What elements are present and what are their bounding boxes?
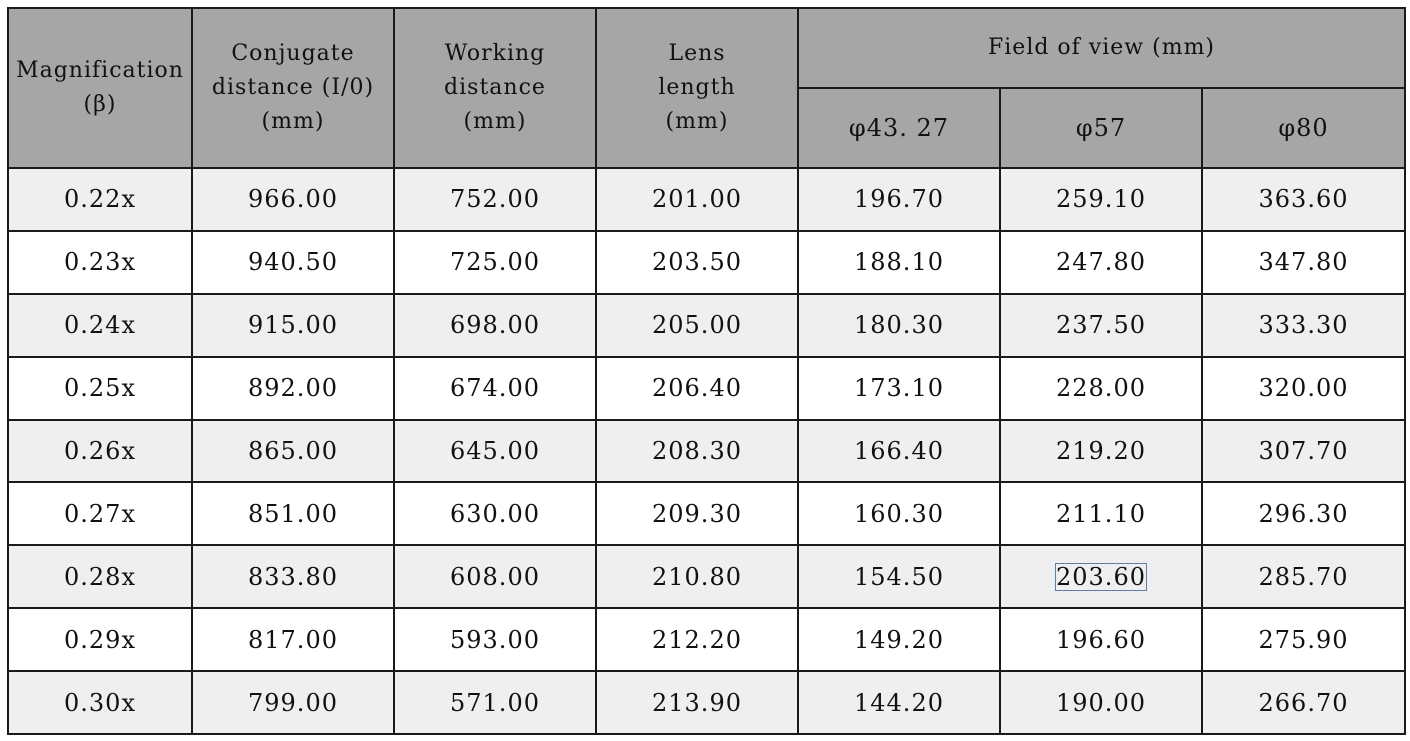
header-working-line1: Working bbox=[444, 41, 546, 66]
header-magnification-line1: Magnification bbox=[16, 58, 184, 83]
cell-fov-80: 296.30 bbox=[1202, 482, 1405, 545]
cell-magnification: 0.25x bbox=[8, 357, 192, 420]
cell-magnification: 0.26x bbox=[8, 420, 192, 483]
cell-magnification: 0.22x bbox=[8, 168, 192, 231]
cell-working: 752.00 bbox=[394, 168, 596, 231]
cell-fov-43: 154.50 bbox=[798, 545, 1000, 608]
header-conjugate-distance bbox=[192, 8, 394, 168]
header-lens-line1: Lens bbox=[668, 41, 726, 66]
cell-lens-length: 212.20 bbox=[596, 608, 798, 671]
header-working-line2: distance bbox=[444, 75, 546, 100]
cell-conjugate: 915.00 bbox=[192, 294, 394, 357]
cell-conjugate: 940.50 bbox=[192, 231, 394, 294]
cell-fov-57: 211.10 bbox=[1000, 482, 1202, 545]
cell-fov-43: 166.40 bbox=[798, 420, 1000, 483]
header-conjugate-line1: Conjugate bbox=[231, 41, 355, 66]
table-body bbox=[8, 168, 1405, 734]
cell-fov-57: 196.60 bbox=[1000, 608, 1202, 671]
header-working-distance bbox=[394, 8, 596, 168]
table-row bbox=[8, 482, 1405, 545]
cell-conjugate: 833.80 bbox=[192, 545, 394, 608]
cell-fov-57: 190.00 bbox=[1000, 671, 1202, 734]
table-row bbox=[8, 671, 1405, 734]
cell-working: 630.00 bbox=[394, 482, 596, 545]
cell-lens-length: 210.80 bbox=[596, 545, 798, 608]
cell-fov-57: 259.10 bbox=[1000, 168, 1202, 231]
cell-fov-57 bbox=[1000, 545, 1202, 608]
cell-lens-length: 201.00 bbox=[596, 168, 798, 231]
lens-spec-table-container bbox=[7, 7, 1404, 735]
cell-magnification: 0.28x bbox=[8, 545, 192, 608]
cell-fov-43: 180.30 bbox=[798, 294, 1000, 357]
header-lens-length bbox=[596, 8, 798, 168]
cell-working: 593.00 bbox=[394, 608, 596, 671]
table-row bbox=[8, 231, 1405, 294]
table-row bbox=[8, 294, 1405, 357]
cell-magnification: 0.24x bbox=[8, 294, 192, 357]
cell-fov-80: 307.70 bbox=[1202, 420, 1405, 483]
cell-conjugate: 966.00 bbox=[192, 168, 394, 231]
cell-conjugate: 799.00 bbox=[192, 671, 394, 734]
table-row bbox=[8, 545, 1405, 608]
table-row bbox=[8, 168, 1405, 231]
cell-fov-43: 173.10 bbox=[798, 357, 1000, 420]
cell-lens-length: 209.30 bbox=[596, 482, 798, 545]
header-lens-line3: (mm) bbox=[665, 109, 729, 134]
cell-conjugate: 865.00 bbox=[192, 420, 394, 483]
cell-fov-80: 347.80 bbox=[1202, 231, 1405, 294]
cell-conjugate: 892.00 bbox=[192, 357, 394, 420]
cell-conjugate: 817.00 bbox=[192, 608, 394, 671]
cell-working: 674.00 bbox=[394, 357, 596, 420]
cell-magnification: 0.27x bbox=[8, 482, 192, 545]
cell-fov-80: 320.00 bbox=[1202, 357, 1405, 420]
cell-fov-43: 196.70 bbox=[798, 168, 1000, 231]
cell-working: 571.00 bbox=[394, 671, 596, 734]
selected-cell-value[interactable]: 203.60 bbox=[1056, 562, 1146, 591]
cell-fov-80: 363.60 bbox=[1202, 168, 1405, 231]
header-fov-80: φ80 bbox=[1202, 88, 1405, 168]
cell-fov-57: 237.50 bbox=[1000, 294, 1202, 357]
cell-fov-43: 149.20 bbox=[798, 608, 1000, 671]
cell-fov-80: 266.70 bbox=[1202, 671, 1405, 734]
cell-lens-length: 203.50 bbox=[596, 231, 798, 294]
header-conjugate-line2: distance (I/0) bbox=[211, 75, 375, 100]
header-fov-57: φ57 bbox=[1000, 88, 1202, 168]
cell-magnification: 0.23x bbox=[8, 231, 192, 294]
cell-magnification: 0.30x bbox=[8, 671, 192, 734]
header-magnification bbox=[8, 8, 192, 168]
cell-working: 645.00 bbox=[394, 420, 596, 483]
cell-fov-57: 228.00 bbox=[1000, 357, 1202, 420]
header-magnification-line2: (β) bbox=[83, 92, 117, 117]
header-conjugate-line3: (mm) bbox=[261, 109, 325, 134]
lens-spec-table bbox=[7, 7, 1406, 735]
cell-lens-length: 206.40 bbox=[596, 357, 798, 420]
cell-fov-80: 285.70 bbox=[1202, 545, 1405, 608]
table-row bbox=[8, 357, 1405, 420]
cell-fov-43: 144.20 bbox=[798, 671, 1000, 734]
cell-working: 698.00 bbox=[394, 294, 596, 357]
header-lens-line2: length bbox=[658, 75, 736, 100]
cell-lens-length: 205.00 bbox=[596, 294, 798, 357]
cell-working: 608.00 bbox=[394, 545, 596, 608]
cell-fov-57: 219.20 bbox=[1000, 420, 1202, 483]
table-row bbox=[8, 420, 1405, 483]
cell-conjugate: 851.00 bbox=[192, 482, 394, 545]
cell-fov-80: 275.90 bbox=[1202, 608, 1405, 671]
cell-fov-57: 247.80 bbox=[1000, 231, 1202, 294]
cell-fov-43: 188.10 bbox=[798, 231, 1000, 294]
table-row bbox=[8, 608, 1405, 671]
table-header bbox=[8, 8, 1405, 168]
cell-fov-80: 333.30 bbox=[1202, 294, 1405, 357]
header-field-of-view: Field of view (mm) bbox=[798, 8, 1405, 88]
header-working-line3: (mm) bbox=[463, 109, 527, 134]
cell-lens-length: 213.90 bbox=[596, 671, 798, 734]
cell-magnification: 0.29x bbox=[8, 608, 192, 671]
cell-lens-length: 208.30 bbox=[596, 420, 798, 483]
cell-fov-43: 160.30 bbox=[798, 482, 1000, 545]
header-fov-43: φ43. 27 bbox=[798, 88, 1000, 168]
cell-working: 725.00 bbox=[394, 231, 596, 294]
